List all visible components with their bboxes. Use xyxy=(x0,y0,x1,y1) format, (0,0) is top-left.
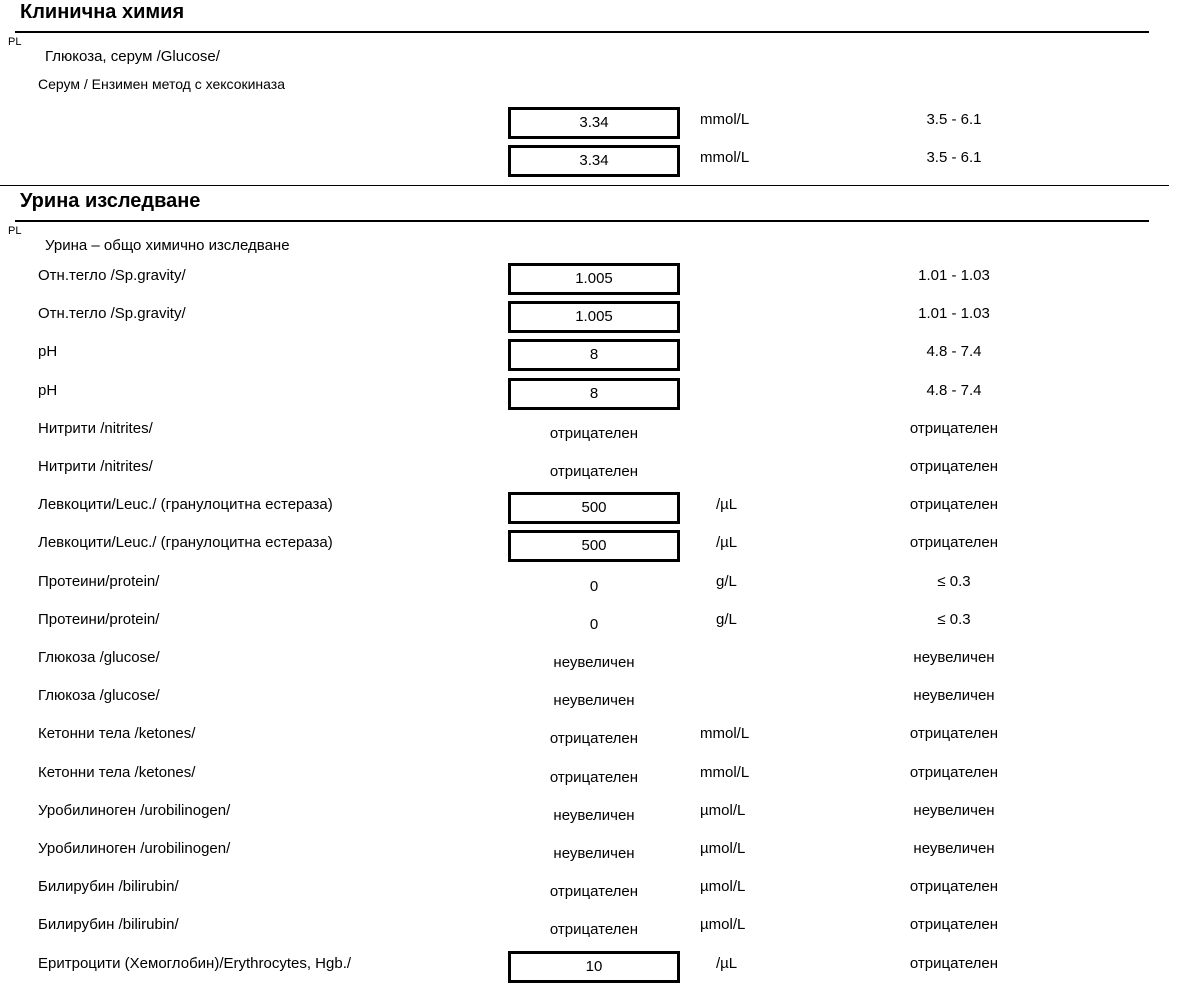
result-row xyxy=(0,458,1204,492)
result-value-flagged: 1.005 xyxy=(508,301,680,333)
result-value: отрицателен xyxy=(549,425,639,442)
test-name-glucose-serum: Глюкоза, серум /Glucose/ xyxy=(45,48,220,65)
section-rule xyxy=(15,220,1149,222)
result-unit: g/L xyxy=(716,611,737,628)
result-unit: mmol/L xyxy=(700,149,750,166)
result-label: Уробилиноген /urobilinogen/ xyxy=(38,840,231,857)
result-value: 0 xyxy=(589,616,599,633)
reference-range: неувеличен xyxy=(913,687,995,704)
lab-badge: PL xyxy=(8,225,22,237)
result-value: отрицателен xyxy=(549,769,639,786)
result-label: Левкоцити/Leuc./ (гранулоцитна естераза) xyxy=(38,534,333,551)
test-name-urine-chemistry: Урина – общо химично изследване xyxy=(45,237,290,254)
result-value: 0 xyxy=(589,578,599,595)
reference-range: 1.01 - 1.03 xyxy=(918,305,990,322)
result-value: неувеличен xyxy=(553,845,635,862)
result-unit: mmol/L xyxy=(700,725,750,742)
result-label: Протеини/protein/ xyxy=(38,573,160,590)
result-row xyxy=(0,725,1204,759)
result-label: Кетонни тела /ketones/ xyxy=(38,764,196,781)
reference-range: ≤ 0.3 xyxy=(937,611,971,628)
result-value: отрицателен xyxy=(549,730,639,747)
result-label: pH xyxy=(38,382,58,399)
result-value-flagged: 8 xyxy=(508,339,680,371)
section-divider xyxy=(0,185,1169,186)
result-value-flagged: 10 xyxy=(508,951,680,983)
result-unit: µmol/L xyxy=(700,840,746,857)
result-label: Глюкоза /glucose/ xyxy=(38,687,160,704)
result-unit: /µL xyxy=(716,534,738,551)
result-value-flagged: 3.34 xyxy=(508,107,680,139)
result-unit: µmol/L xyxy=(700,878,746,895)
result-label: Нитрити /nitrites/ xyxy=(38,458,153,475)
result-unit: /µL xyxy=(716,955,738,972)
result-value: неувеличен xyxy=(553,654,635,671)
result-value-flagged: 8 xyxy=(508,378,680,410)
reference-range: ≤ 0.3 xyxy=(937,573,971,590)
result-value: отрицателен xyxy=(549,463,639,480)
result-row xyxy=(0,382,1204,416)
result-row xyxy=(0,916,1204,950)
reference-range: 3.5 - 6.1 xyxy=(926,111,982,128)
reference-range: отрицателен xyxy=(909,916,999,933)
result-label: Еритроцити (Хемоглобин)/Erythrocytes, Hgb./ xyxy=(38,955,352,972)
result-unit: /µL xyxy=(716,496,738,513)
result-label: Отн.тегло /Sp.gravity/ xyxy=(38,267,186,284)
result-row xyxy=(0,878,1204,912)
reference-range: отрицателен xyxy=(909,496,999,513)
reference-range: отрицателен xyxy=(909,458,999,475)
result-row xyxy=(0,687,1204,721)
reference-range: отрицателен xyxy=(909,878,999,895)
result-row xyxy=(0,305,1204,339)
result-label: Левкоцити/Leuc./ (гранулоцитна естераза) xyxy=(38,496,333,513)
result-row xyxy=(0,840,1204,874)
test-method: Серум / Ензимен метод с хексокиназа xyxy=(38,76,285,92)
result-label: Глюкоза /glucose/ xyxy=(38,649,160,666)
reference-range: 4.8 - 7.4 xyxy=(926,382,982,399)
result-row xyxy=(0,764,1204,798)
result-label: Билирубин /bilirubin/ xyxy=(38,916,179,933)
result-row xyxy=(0,149,1204,183)
result-row xyxy=(0,534,1204,568)
result-label: Уробилиноген /urobilinogen/ xyxy=(38,802,231,819)
result-label: Билирубин /bilirubin/ xyxy=(38,878,179,895)
section-title-urine: Урина изследване xyxy=(20,190,201,212)
result-unit: g/L xyxy=(716,573,737,590)
reference-range: отрицателен xyxy=(909,420,999,437)
result-row xyxy=(0,496,1204,530)
reference-range: неувеличен xyxy=(913,649,995,666)
reference-range: 4.8 - 7.4 xyxy=(926,343,982,360)
reference-range: 3.5 - 6.1 xyxy=(926,149,982,166)
reference-range: отрицателен xyxy=(909,725,999,742)
result-value-flagged: 1.005 xyxy=(508,263,680,295)
result-label: Отн.тегло /Sp.gravity/ xyxy=(38,305,186,322)
result-value-flagged: 3.34 xyxy=(508,145,680,177)
reference-range: отрицателен xyxy=(909,955,999,972)
result-row xyxy=(0,420,1204,454)
reference-range: отрицателен xyxy=(909,534,999,551)
result-row xyxy=(0,111,1204,145)
result-value-flagged: 500 xyxy=(508,492,680,524)
result-value: отрицателен xyxy=(549,921,639,938)
result-unit: µmol/L xyxy=(700,916,746,933)
result-label: Протеини/protein/ xyxy=(38,611,160,628)
section-title-clinical-chemistry: Клинична химия xyxy=(20,1,185,23)
result-value: неувеличен xyxy=(553,692,635,709)
reference-range: 1.01 - 1.03 xyxy=(918,267,990,284)
reference-range: неувеличен xyxy=(913,840,995,857)
result-row xyxy=(0,611,1204,645)
result-label: Нитрити /nitrites/ xyxy=(38,420,153,437)
result-unit: µmol/L xyxy=(700,802,746,819)
result-row xyxy=(0,267,1204,301)
result-value: неувеличен xyxy=(553,807,635,824)
result-row xyxy=(0,955,1204,989)
result-row xyxy=(0,573,1204,607)
lab-badge: PL xyxy=(8,36,22,48)
result-unit: mmol/L xyxy=(700,764,750,781)
result-row xyxy=(0,343,1204,377)
result-value: отрицателен xyxy=(549,883,639,900)
reference-range: отрицателен xyxy=(909,764,999,781)
result-row xyxy=(0,649,1204,683)
result-value-flagged: 500 xyxy=(508,530,680,562)
result-unit: mmol/L xyxy=(700,111,750,128)
result-label: Кетонни тела /ketones/ xyxy=(38,725,196,742)
result-row xyxy=(0,802,1204,836)
reference-range: неувеличен xyxy=(913,802,995,819)
result-label: pH xyxy=(38,343,58,360)
section-rule xyxy=(15,31,1149,33)
